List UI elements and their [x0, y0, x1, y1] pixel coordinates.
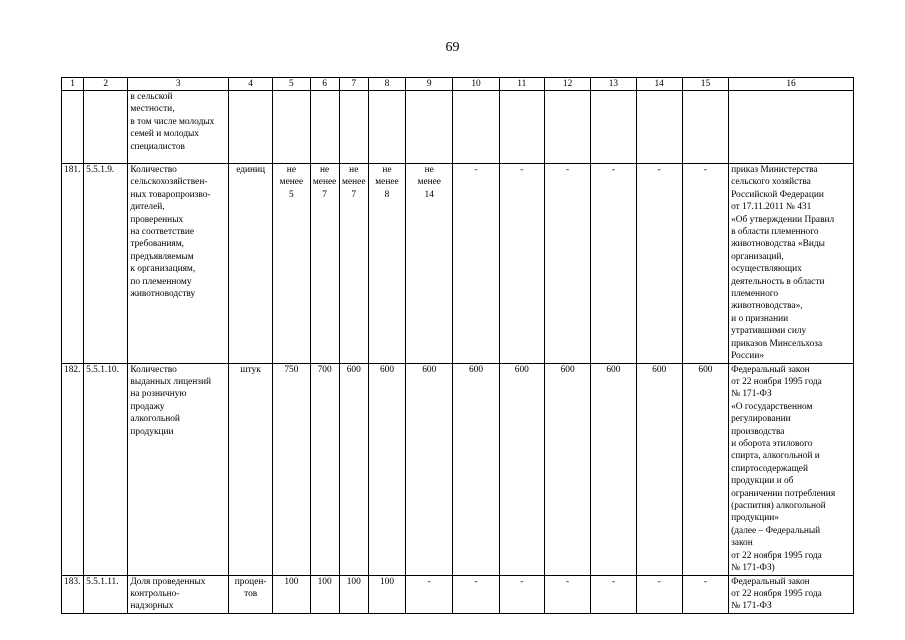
cell-value-col-7: 600 [339, 363, 368, 575]
column-header: 16 [729, 78, 854, 91]
cell-value-col-5: 100 [273, 575, 310, 613]
column-header: 8 [368, 78, 405, 91]
table-row [62, 363, 854, 575]
cell-legal-basis: приказ Министерства сельского хозяйства Российской Федерации от 17.11.2011 № 431 «Об утверждении Правил в области племенного животноводства «Виды организаций, осуществляющих деятельность в области племенного животноводства», и о признании утратившими силу приказов Минсельхоза России» [729, 164, 854, 364]
cell-indicator-code: 5.5.1.9. [84, 164, 128, 364]
cell-indicator-code: 5.5.1.10. [84, 363, 128, 575]
cell-indicator-name: Количество сельскохозяйствен- ных товаропроизво- дителей, проверенных на соответствие требованиям, предъявляемым к организациям, по племенному животноводству [128, 164, 229, 364]
cell-value-col-7: 100 [339, 575, 368, 613]
cell-unit [229, 91, 273, 164]
cell-legal-basis: Федеральный закон от 22 ноября 1995 года № 171-ФЗ «О государственном регулировании производства и оборота этилового спирта, алкогольной и спиртосодержащей продукции и об ограничении потребления (распития) алкогольной продукции» (далее – Федеральный закон от 22 ноября 1995 года № 171-ФЗ) [729, 363, 854, 575]
column-header: 3 [128, 78, 229, 91]
cell-row-number: 183. [62, 575, 84, 613]
cell-value-col-13: - [591, 164, 636, 364]
cell-value-col-12: - [544, 164, 590, 364]
cell-value-col-9: не менее 14 [406, 164, 453, 364]
cell-indicator-name: Доля проведенных контрольно- надзорных [128, 575, 229, 613]
cell-unit: единиц [229, 164, 273, 364]
cell-indicator-name: Количество выданных лицензий на розничную продажу алкогольной продукции [128, 363, 229, 575]
cell-unit: процен- тов [229, 575, 273, 613]
cell-value-col-11: - [499, 164, 544, 364]
table-header-row [62, 78, 854, 91]
cell-value-col-8: не менее 8 [368, 164, 405, 364]
cell-value-col-8: 600 [368, 363, 405, 575]
column-header: 5 [273, 78, 310, 91]
cell-row-number: 182. [62, 363, 84, 575]
cell-value-col-11: - [499, 575, 544, 613]
cell-indicator-code: 5.5.1.11. [84, 575, 128, 613]
cell-value-col-9: 600 [406, 363, 453, 575]
column-header: 12 [544, 78, 590, 91]
cell-row-number [62, 91, 84, 164]
cell-value-col-8 [368, 91, 405, 164]
cell-value-col-15: - [682, 164, 728, 364]
cell-value-col-5: 750 [273, 363, 310, 575]
cell-value-col-13: 600 [591, 363, 636, 575]
cell-value-col-6: 100 [310, 575, 339, 613]
cell-value-col-10: 600 [453, 363, 499, 575]
cell-value-col-12: - [544, 575, 590, 613]
cell-value-col-9 [406, 91, 453, 164]
cell-value-col-15: 600 [682, 363, 728, 575]
cell-value-col-14: - [636, 575, 682, 613]
cell-value-col-10 [453, 91, 499, 164]
table-row [62, 164, 854, 364]
cell-row-number: 181. [62, 164, 84, 364]
cell-value-col-15: - [682, 575, 728, 613]
column-header: 11 [499, 78, 544, 91]
cell-value-col-14 [636, 91, 682, 164]
table-row [62, 575, 854, 613]
cell-value-col-8: 100 [368, 575, 405, 613]
cell-value-col-11 [499, 91, 544, 164]
cell-value-col-14: 600 [636, 363, 682, 575]
cell-value-col-13 [591, 91, 636, 164]
column-header: 9 [406, 78, 453, 91]
column-header: 6 [310, 78, 339, 91]
cell-indicator-code [84, 91, 128, 164]
cell-value-col-15 [682, 91, 728, 164]
cell-value-col-11: 600 [499, 363, 544, 575]
cell-value-col-6 [310, 91, 339, 164]
column-header: 2 [84, 78, 128, 91]
column-header: 7 [339, 78, 368, 91]
cell-value-col-13: - [591, 575, 636, 613]
cell-value-col-5: не менее 5 [273, 164, 310, 364]
page-number: 69 [445, 40, 460, 55]
cell-legal-basis [729, 91, 854, 164]
column-header: 13 [591, 78, 636, 91]
cell-value-col-6: не менее 7 [310, 164, 339, 364]
cell-value-col-7 [339, 91, 368, 164]
cell-value-col-10: - [453, 164, 499, 364]
cell-unit: штук [229, 363, 273, 575]
indicators-table [61, 77, 854, 614]
column-header: 10 [453, 78, 499, 91]
column-header: 15 [682, 78, 728, 91]
cell-indicator-name: в сельской местности, в том числе молодых семей и молодых специалистов [128, 91, 229, 164]
cell-value-col-10: - [453, 575, 499, 613]
column-header: 4 [229, 78, 273, 91]
cell-value-col-6: 700 [310, 363, 339, 575]
column-header: 14 [636, 78, 682, 91]
cell-value-col-12 [544, 91, 590, 164]
cell-value-col-9: - [406, 575, 453, 613]
cell-value-col-12: 600 [544, 363, 590, 575]
table-row [62, 91, 854, 164]
cell-legal-basis: Федеральный закон от 22 ноября 1995 года № 171-ФЗ [729, 575, 854, 613]
cell-value-col-5 [273, 91, 310, 164]
cell-value-col-14: - [636, 164, 682, 364]
cell-value-col-7: не менее 7 [339, 164, 368, 364]
column-header: 1 [62, 78, 84, 91]
